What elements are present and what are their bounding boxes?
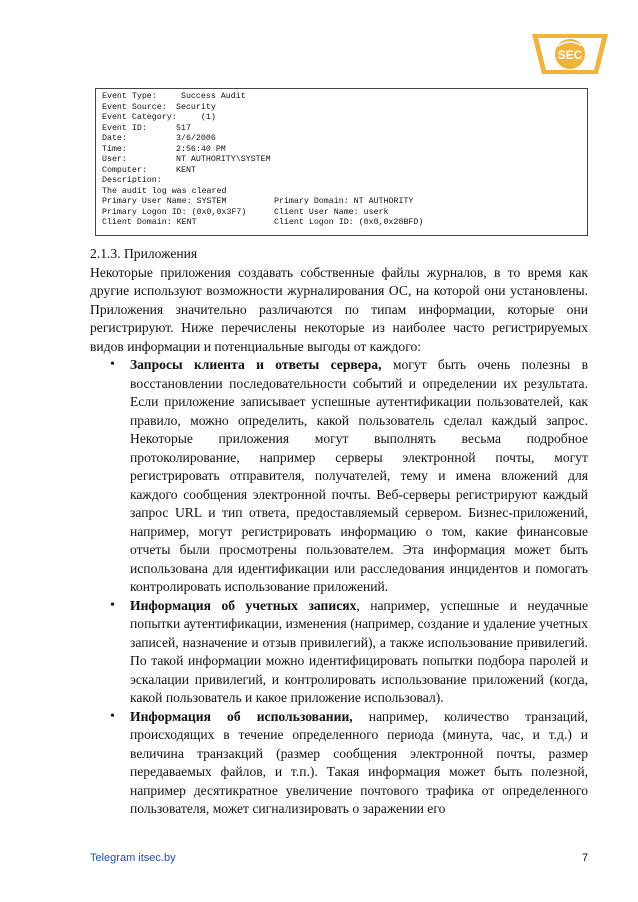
event-key: Date: bbox=[102, 134, 127, 143]
event-key: Time: bbox=[102, 144, 127, 154]
event-key: Event Source: bbox=[102, 102, 167, 112]
event-row bbox=[102, 145, 587, 156]
event-key: Event ID: bbox=[102, 123, 147, 133]
event-row bbox=[102, 92, 587, 103]
event-value: 2:56:40 PM bbox=[176, 144, 226, 154]
event-row bbox=[102, 166, 587, 177]
event-value: KENT bbox=[176, 165, 196, 175]
event-row bbox=[102, 155, 587, 166]
bullet-heading: Информация об учетных записях bbox=[130, 597, 357, 613]
bullet-list bbox=[90, 356, 588, 819]
event-pair-left: Client Domain: KENT bbox=[102, 218, 197, 227]
event-description-text: The audit log was cleared bbox=[102, 186, 227, 196]
event-row bbox=[102, 113, 587, 124]
page-number: 7 bbox=[582, 852, 589, 864]
event-key: Event Category: bbox=[102, 113, 177, 122]
event-key: Computer: bbox=[102, 165, 147, 175]
event-pair-right: Client User Name: userk bbox=[274, 207, 389, 217]
bullet-item bbox=[90, 708, 588, 819]
event-key: User: bbox=[102, 155, 127, 164]
event-pair-right: Primary Domain: NT AUTHORITY bbox=[274, 197, 414, 206]
event-pair-row bbox=[102, 197, 587, 208]
event-description-label: Description: bbox=[102, 176, 162, 185]
event-row bbox=[102, 103, 587, 114]
bullet-heading: Запросы клиента и ответы сервера, bbox=[130, 357, 382, 372]
bullet-text: могут быть очень полезны в восстановлении последовательности событий и определении их результата. Если приложение записывает успешные аутентификации пользователей, как правило, можно определить, какой пользователь сделал каждый запрос. Некоторые приложения могут выполнять весьма подробное протоколирование, например серверы электронной почты, могут регистрировать отправителя, получателей, тему и имена вложений для каждого сообщения электронной почты. Веб-серверы регистрируют каждый запрос URL и тип ответа, предоставляемый сервером. Бизнес-приложений, например, могут регистрировать информацию о том, какие финансовые отчеты были просмотрены пользователем. Эта информация может быть использована для идентификации или расследования инцидентов и помогать контролировать использование приложений. bbox=[130, 357, 588, 594]
bullet-text: например, количество транзаций, происходящих в течение определенного периода (минута, час, и т.д.) и величина транзакций (размер сообщения электронной почты, размер передаваемых файлов, и т.п.). Такая информация может быть полезной, например десятикратное увеличение почтового трафика от определенного пользователя, может сигнализировать о заражении его bbox=[130, 708, 588, 816]
event-pair-row bbox=[102, 218, 587, 229]
event-log-box bbox=[95, 88, 588, 236]
bullet-text: , например, успешные и неудачные попытки аутентификации, изменения (например, создание и удаление учетных записей, назначение и отзыв привилегий), а также использование привилегий. По такой информации можно идентифицировать попытки подбора паролей и эскалации привилегий, и контролировать использование приложений (когда, какой пользователь и какое приложение использовал). bbox=[130, 597, 588, 705]
bullet-item bbox=[90, 356, 588, 597]
event-pair-right: Client Logon ID: (0x0,0x28BFD) bbox=[274, 218, 424, 227]
bullet-heading: Информация об использовании, bbox=[130, 708, 353, 724]
event-value: NT AUTHORITY\SYSTEM bbox=[176, 155, 271, 164]
event-value: 517 bbox=[176, 123, 191, 133]
event-key: Event Type: bbox=[102, 92, 157, 101]
event-pair-left: Primary Logon ID: (0x0,0x3F7) bbox=[102, 207, 247, 217]
intro-paragraph: Некоторые приложения создавать собственные файлы журналов, в то время как другие используют возможности журналирования ОС, на которой они установлены. Приложения значительно различаются по типам информации, которые они регистрируют. Ниже перечислены некоторые из наиболее часто регистрируемых видов информации и потенциальные выгоды от каждого: bbox=[90, 264, 588, 354]
event-row bbox=[102, 134, 587, 145]
section-content bbox=[90, 245, 588, 819]
event-value: 3/6/2006 bbox=[176, 134, 216, 143]
event-value: (1) bbox=[176, 113, 216, 122]
event-value: Security bbox=[176, 102, 216, 112]
event-pair-left: Primary User Name: SYSTEM bbox=[102, 197, 227, 206]
event-value: Success Audit bbox=[176, 92, 246, 101]
event-pair-row bbox=[102, 208, 587, 219]
sec-logo bbox=[528, 28, 612, 80]
logo-text: SEC bbox=[557, 48, 583, 62]
footer-telegram-link[interactable]: Telegram itsec.by bbox=[90, 852, 176, 864]
bullet-item bbox=[90, 597, 588, 708]
event-row bbox=[102, 124, 587, 135]
section-title: 2.1.3. Приложения bbox=[90, 246, 198, 261]
